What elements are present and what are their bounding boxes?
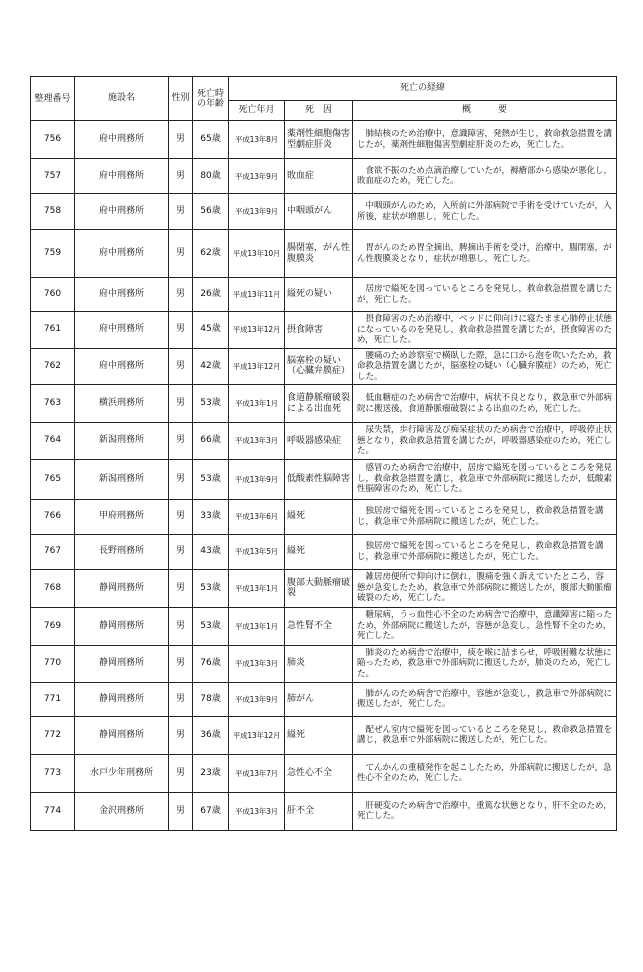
death-summary: 尿失禁，歩行障害及び痴呆症状のため病舎で治療中，呼吸停止状態となり，救命救急措置を講じたが，呼吸器感染症のため，死亡した。 [353,423,617,460]
death-summary: 胃がんのため胃全摘出，脾摘出手術を受け，治療中，腸閉塞，がん性腹膜炎となり，症状が増悪し，死亡した。 [353,230,617,278]
facility-name: 長野刑務所 [75,534,169,569]
death-date: 平成13年9月 [229,459,285,499]
sex-value: 男 [169,423,193,460]
death-summary: 肺炎のため病舎で治療中，痰を喉に詰まらせ，呼吸困難な状態に陥ったため，救急車で外部病院に搬送したが，肺炎のため，死亡した。 [353,645,617,682]
age-value: 53歳 [193,607,229,645]
death-summary: 独居房で縊死を図っているところを発見し，救命救急措置を講じ，救急車で外部病院に搬送したが，死亡した。 [353,534,617,569]
facility-name: 水戸少年刑務所 [75,754,169,792]
death-cause: 敗血症 [285,159,353,194]
table-row [31,348,617,385]
header-date: 死亡年月 [229,101,285,121]
record-number: 759 [31,230,75,278]
death-cause: 食道静脈瘤破裂による出血死 [285,385,353,423]
age-value: 36歳 [193,716,229,754]
age-value: 67歳 [193,792,229,830]
death-date: 平成13年3月 [229,423,285,460]
table-row [31,607,617,645]
table-row [31,278,617,312]
table-row [31,423,617,460]
facility-name: 甲府刑務所 [75,499,169,534]
death-cause: 中咽頭がん [285,194,353,230]
sex-value: 男 [169,348,193,385]
table-row [31,385,617,423]
table-row [31,194,617,230]
header-no: 整理番号 [31,77,75,121]
table-row [31,792,617,830]
death-summary: 摂食障害のため治療中，ベッドに仰向けに寝たまま心肺停止状態になっているのを発見し，救命救急措置を講じたが，摂食障害のため，死亡した。 [353,312,617,349]
age-value: 66歳 [193,423,229,460]
facility-name: 新潟刑務所 [75,423,169,460]
header-sex: 性別 [169,77,193,121]
death-summary: 中咽頭がんのため，入所前に外部病院で手術を受けていたが，入所後，症状が増悪し，死亡した。 [353,194,617,230]
sex-value: 男 [169,607,193,645]
record-number: 772 [31,716,75,754]
death-cause: 縊死の疑い [285,278,353,312]
death-cause: 縊死 [285,716,353,754]
age-value: 56歳 [193,194,229,230]
record-number: 765 [31,459,75,499]
header-cause: 死 因 [285,101,353,121]
death-date: 平成13年12月 [229,716,285,754]
table-row [31,230,617,278]
death-summary: 腰痛のため診察室で横臥した際，急に口から泡を吹いたため，救命救急措置を講じたが，脳塞栓の疑い（心臓弁膜症）のため，死亡した。 [353,348,617,385]
death-summary: 糖尿病，うっ血性心不全のため病舎で治療中，意識障害に陥ったため，外部病院に搬送したが，容態が急変し，急性腎不全のため，死亡した。 [353,607,617,645]
sex-value: 男 [169,534,193,569]
death-cause: 低酸素性脳障害 [285,459,353,499]
death-date: 平成13年1月 [229,607,285,645]
death-summary: 肺結核のため治療中，意識障害，発熱が生じ，救命救急措置を講じたが，薬剤性細胞傷害型劇症肝炎のため，死亡した。 [353,121,617,159]
record-number: 763 [31,385,75,423]
age-value: 62歳 [193,230,229,278]
facility-name: 静岡刑務所 [75,716,169,754]
death-summary: 配ぜん室内で縊死を図っているところを発見し，救命救急措置を講じ，救急車で外部病院に搬送したが，死亡した。 [353,716,617,754]
record-number: 770 [31,645,75,682]
age-value: 45歳 [193,312,229,349]
death-date: 平成13年10月 [229,230,285,278]
record-number: 756 [31,121,75,159]
table-row [31,159,617,194]
record-number: 773 [31,754,75,792]
death-records-table-container [30,76,617,831]
age-value: 42歳 [193,348,229,385]
death-cause: 急性腎不全 [285,607,353,645]
death-summary: 肝硬変のため病舎で治療中，重篤な状態となり，肝不全のため，死亡した。 [353,792,617,830]
death-cause: 薬剤性細胞傷害型劇症肝炎 [285,121,353,159]
record-number: 769 [31,607,75,645]
table-row [31,754,617,792]
death-date: 平成13年1月 [229,569,285,607]
death-cause: 急性心不全 [285,754,353,792]
death-cause: 肝不全 [285,792,353,830]
sex-value: 男 [169,194,193,230]
table-row [31,569,617,607]
sex-value: 男 [169,385,193,423]
death-date: 平成13年9月 [229,682,285,716]
death-records-table [30,76,617,831]
death-date: 平成13年3月 [229,645,285,682]
facility-name: 横浜刑務所 [75,385,169,423]
death-cause: 摂食障害 [285,312,353,349]
facility-name: 静岡刑務所 [75,607,169,645]
facility-name: 静岡刑務所 [75,682,169,716]
death-summary: 感冒のため病舎で治療中，居房で縊死を図っているところを発見し，救命救急措置を講じ，救急車で外部病院に搬送したが，低酸素性脳障害のため，死亡した。 [353,459,617,499]
sex-value: 男 [169,230,193,278]
age-value: 78歳 [193,682,229,716]
age-value: 65歳 [193,121,229,159]
death-date: 平成13年6月 [229,499,285,534]
death-summary: 居房で縊死を図っているところを発見し，救命救急措置を講じたが，死亡した。 [353,278,617,312]
death-summary: 雑居房便所で仰向けに倒れ，腹痛を強く訴えていたところ，容態が急変したため，救急車で外部病院に搬送したが，腹部大動脈瘤破裂のため，死亡した。 [353,569,617,607]
death-date: 平成13年8月 [229,121,285,159]
facility-name: 金沢刑務所 [75,792,169,830]
facility-name: 府中刑務所 [75,278,169,312]
table-row [31,645,617,682]
header-facility: 施設名 [75,77,169,121]
age-value: 33歳 [193,499,229,534]
death-date: 平成13年1月 [229,385,285,423]
record-number: 761 [31,312,75,349]
record-number: 774 [31,792,75,830]
death-date: 平成13年11月 [229,278,285,312]
table-body [31,121,617,831]
record-number: 771 [31,682,75,716]
record-number: 764 [31,423,75,460]
death-date: 平成13年12月 [229,348,285,385]
sex-value: 男 [169,569,193,607]
facility-name: 府中刑務所 [75,194,169,230]
facility-name: 府中刑務所 [75,348,169,385]
record-number: 767 [31,534,75,569]
header-age: 死亡時の年齢 [193,77,229,121]
death-summary: てんかんの重積発作を起こしたため，外部病院に搬送したが，急性心不全のため，死亡した。 [353,754,617,792]
facility-name: 府中刑務所 [75,230,169,278]
facility-name: 新潟刑務所 [75,459,169,499]
table-row [31,459,617,499]
facility-name: 静岡刑務所 [75,645,169,682]
age-value: 23歳 [193,754,229,792]
death-cause: 腸閉塞，がん性腹膜炎 [285,230,353,278]
sex-value: 男 [169,645,193,682]
death-date: 平成13年3月 [229,792,285,830]
record-number: 766 [31,499,75,534]
sex-value: 男 [169,312,193,349]
facility-name: 府中刑務所 [75,312,169,349]
sex-value: 男 [169,716,193,754]
record-number: 758 [31,194,75,230]
table-row [31,499,617,534]
death-summary: 低血糖症のため病舎で治療中，病状不良となり，救急車で外部病院に搬送後，食道静脈瘤破裂による出血のため，死亡した。 [353,385,617,423]
death-cause: 縊死 [285,499,353,534]
table-row [31,534,617,569]
death-cause: 縊死 [285,534,353,569]
death-summary: 独居房で縊死を図っているところを発見し，救命救急措置を講じ，救急車で外部病院に搬送したが，死亡した。 [353,499,617,534]
death-summary: 肺がんのため病舎で治療中，容態が急変し，救急車で外部病院に搬送したが，死亡した。 [353,682,617,716]
sex-value: 男 [169,278,193,312]
table-row [31,121,617,159]
sex-value: 男 [169,754,193,792]
facility-name: 静岡刑務所 [75,569,169,607]
header-row-top [31,77,617,101]
death-date: 平成13年7月 [229,754,285,792]
age-value: 53歳 [193,385,229,423]
sex-value: 男 [169,792,193,830]
age-value: 26歳 [193,278,229,312]
header-details: 死亡の経緯 [229,77,617,101]
death-date: 平成13年9月 [229,159,285,194]
death-cause: 肺がん [285,682,353,716]
death-cause: 呼吸器感染症 [285,423,353,460]
sex-value: 男 [169,499,193,534]
death-date: 平成13年5月 [229,534,285,569]
table-row [31,682,617,716]
table-row [31,716,617,754]
table-row [31,312,617,349]
age-value: 53歳 [193,459,229,499]
age-value: 76歳 [193,645,229,682]
age-value: 43歳 [193,534,229,569]
death-summary: 食欲不振のため点滴治療していたが，褥瘡部から感染が悪化し，敗血症のため，死亡した。 [353,159,617,194]
record-number: 762 [31,348,75,385]
facility-name: 府中刑務所 [75,159,169,194]
death-date: 平成13年12月 [229,312,285,349]
sex-value: 男 [169,682,193,716]
age-value: 53歳 [193,569,229,607]
header-summary: 概 要 [353,101,617,121]
record-number: 768 [31,569,75,607]
sex-value: 男 [169,159,193,194]
age-value: 80歳 [193,159,229,194]
record-number: 757 [31,159,75,194]
facility-name: 府中刑務所 [75,121,169,159]
sex-value: 男 [169,121,193,159]
death-cause: 脳塞栓の疑い（心臓弁膜症） [285,348,353,385]
death-cause: 肺炎 [285,645,353,682]
death-cause: 腹部大動脈瘤破裂 [285,569,353,607]
death-date: 平成13年9月 [229,194,285,230]
record-number: 760 [31,278,75,312]
sex-value: 男 [169,459,193,499]
